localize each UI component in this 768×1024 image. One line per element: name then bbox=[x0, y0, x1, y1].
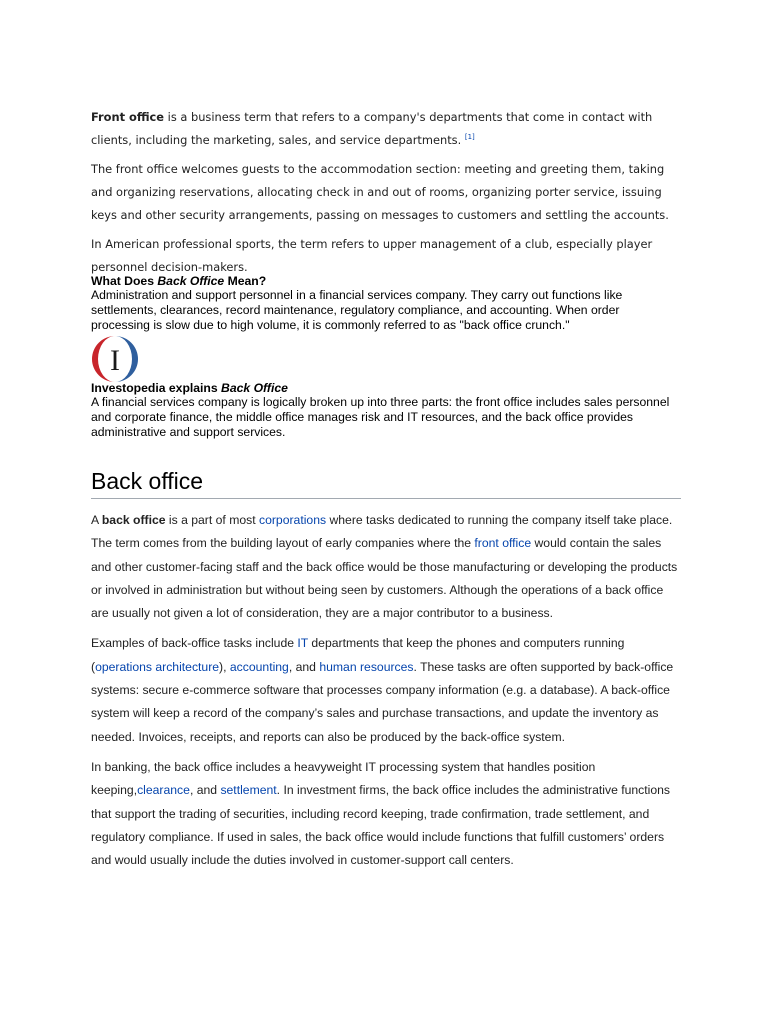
citation-ref[interactable]: [1] bbox=[464, 133, 475, 142]
back-office-paragraph-1: A back office is a part of most corporations where tasks dedicated to running the company itself take place. The term comes from the building layout of early companies where the front office would contain the sales and other customer-facing staff and the back office would be those manufacturing or developing the products or involved in administration but without being seen by customers. Although the operations of a back office are usually not given a lot of consideration, they are a major contributor to a business. bbox=[91, 513, 678, 621]
link-operations-architecture[interactable]: operations architecture bbox=[95, 659, 220, 674]
document-page bbox=[91, 106, 681, 879]
back-office-paragraph-2: Examples of back-office tasks include IT departments that keep the phones and computers running (operations architecture), accounting, and human resources. These tasks are often supported by back-office systems: secure e-commerce software that processes company information (e.g. a database). A back-office system will keep a record of the company’s sales and purchase transactions, and update the inventory as needed. Invoices, receipts, and reports can also be produced by the back-office system. bbox=[91, 636, 674, 744]
link-settlement[interactable]: settlement bbox=[220, 783, 277, 798]
investopedia-question: What Does Back Office Mean? bbox=[91, 274, 267, 288]
investopedia-explains-heading: Investopedia explains Back Office bbox=[91, 381, 288, 395]
back-office-paragraph-3: In banking, the back office includes a heavyweight IT processing system that handles position keeping,clearance, and settlement. In investment firms, the back office includes the administrative functions that support the trading of securities, including record keeping, trade confirmation, trade settlement, and regulatory compliance. If used in sales, the back office would include functions that fulfill customers’ orders and would usually include the duties involved in customer-support call centers. bbox=[91, 759, 671, 868]
front-office-paragraph-1: Front office is a business term that refers to a company's departments that come in contact with clients, including the marketing, sales, and service departments. [1] bbox=[91, 110, 653, 147]
investopedia-definition: Administration and support personnel in a financial services company. They carry out functions like settlements, clearances, record maintenance, regulatory compliance, and accounting. When order processing is slow due to high volume, it is commonly referred to as "back office crunch." bbox=[91, 288, 623, 332]
front-office-paragraph-3: In American professional sports, the term refers to upper management of a club, especially player personnel decision-makers. bbox=[91, 237, 653, 274]
link-front-office[interactable]: front office bbox=[474, 536, 532, 551]
link-human-resources[interactable]: human resources bbox=[319, 659, 414, 674]
front-office-term: Front office bbox=[91, 110, 165, 124]
investopedia-logo bbox=[90, 334, 140, 384]
back-office-heading: Back office bbox=[91, 467, 681, 499]
link-corporations[interactable]: corporations bbox=[259, 513, 327, 527]
link-accounting[interactable]: accounting bbox=[229, 659, 289, 674]
logo-letter: I bbox=[110, 344, 120, 377]
link-it[interactable]: IT bbox=[297, 636, 309, 651]
front-office-paragraph-2: The front office welcomes guests to the accommodation section: meeting and greeting them, taking and organizing reservations, allocating check in and out of rooms, organizing porter service, issuing keys and other security arrangements, passing on messages to customers and settling the accounts. bbox=[91, 162, 669, 222]
link-clearance[interactable]: clearance bbox=[137, 783, 190, 798]
investopedia-explanation: A financial services company is logically broken up into three parts: the front office includes sales personnel and corporate finance, the middle office manages risk and IT resources, and the back office provides administrative and support services. bbox=[91, 395, 670, 439]
